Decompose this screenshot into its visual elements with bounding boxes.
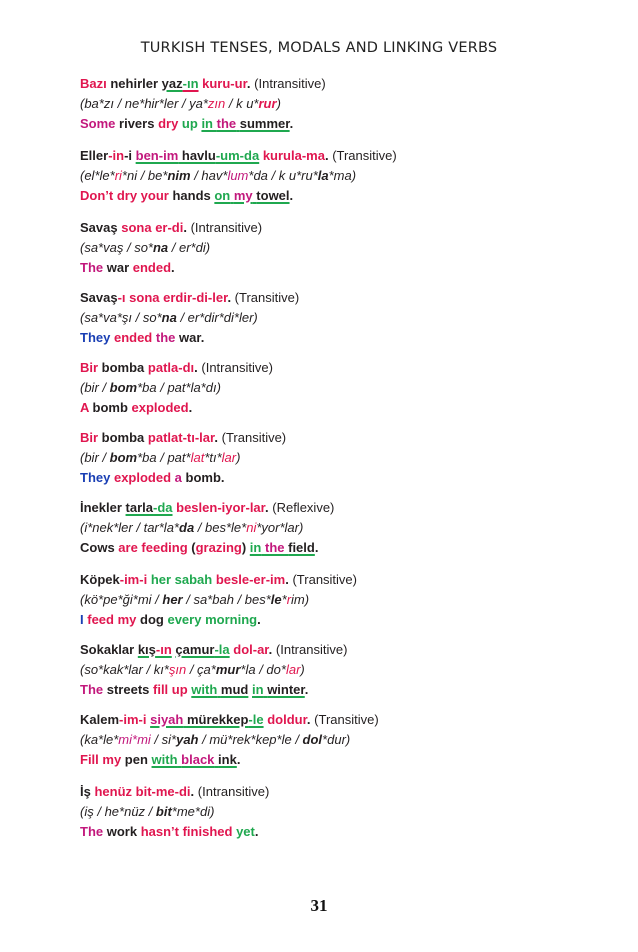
example-entry [80,358,600,418]
english-translation: Some rivers dry up in the summer. [80,116,294,131]
pronunciation: (so*kak*lar / kı*şın / ça*mur*la / do*lar) [80,662,305,677]
turkish-sentence: Savaş sona er-di. (Intransitive) [80,220,263,235]
turkish-sentence: İnekler tarla-da beslen-iyor-lar. (Reflexive) [80,500,335,515]
english-translation: They ended the war. [80,330,205,345]
pronunciation: (sa*va*şı / so*na / er*dir*di*ler) [80,310,258,325]
turkish-sentence: Bir bomba patlat-tı-lar. (Transitive) [80,430,287,445]
turkish-sentence: Köpek-im-i her sabah besle-er-im. (Transitive) [80,572,357,587]
example-entry [80,570,600,630]
pronunciation: (ka*le*mi*mi / si*yah / mü*rek*kep*le / dol*dur) [80,732,351,747]
english-translation: A bomb exploded. [80,400,193,415]
example-entry [80,782,600,842]
page-number: 31 [310,896,328,915]
english-translation: Cows are feeding (grazing) in the field. [80,540,319,555]
example-entry [80,218,600,278]
turkish-sentence: Bazı nehirler yaz-ın kuru-ur. (Intransitive) [80,76,326,91]
english-translation: I feed my dog every morning. [80,612,261,627]
pronunciation: (iş / he*nüz / bit*me*di) [80,804,215,819]
pronunciation: (el*le*ri*ni / be*nim / hav*lum*da / k u*ru*la*ma) [80,168,357,183]
example-entry [80,288,600,348]
english-translation: Fill my pen with black ink. [80,752,241,767]
pronunciation: (sa*vaş / so*na / er*di) [80,240,211,255]
english-translation: They exploded a bomb. [80,470,225,485]
example-entry [80,146,600,206]
pronunciation: (bir / bom*ba / pat*lat*tı*lar) [80,450,241,465]
example-entry [80,640,600,700]
pronunciation: (kö*pe*ği*mi / her / sa*bah / bes*le*rim) [80,592,310,607]
turkish-sentence: Bir bomba patla-dı. (Intransitive) [80,360,273,375]
turkish-sentence: Savaş-ı sona erdir-di-ler. (Transitive) [80,290,300,305]
example-entry [80,710,600,770]
turkish-sentence: Eller-in-i ben-im havlu-um-da kurula-ma. (Transitive) [80,148,397,163]
turkish-sentence: Sokaklar kış-ın çamur-la dol-ar. (Intransitive) [80,642,348,657]
turkish-sentence: Kalem-im-i siyah mürekkep-le doldur. (Transitive) [80,712,379,727]
english-translation: The streets fill up with mud in winter. [80,682,309,697]
page-header: TURKISH TENSES, MODALS AND LINKING VERBS [140,40,498,56]
example-entry [80,74,600,134]
example-entry [80,428,600,488]
pronunciation: (i*nek*ler / tar*la*da / bes*le*ni*yor*lar) [80,520,304,535]
english-translation: Don’t dry your hands on my towel. [80,188,294,203]
example-entry [80,498,600,558]
pronunciation: (ba*zı / ne*hir*ler / ya*zın / k u*rur) [80,96,281,111]
english-translation: The work hasn’t finished yet. [80,824,259,839]
english-translation: The war ended. [80,260,175,275]
turkish-sentence: İş henüz bit-me-di. (Intransitive) [80,784,270,799]
pronunciation: (bir / bom*ba / pat*la*dı) [80,380,221,395]
